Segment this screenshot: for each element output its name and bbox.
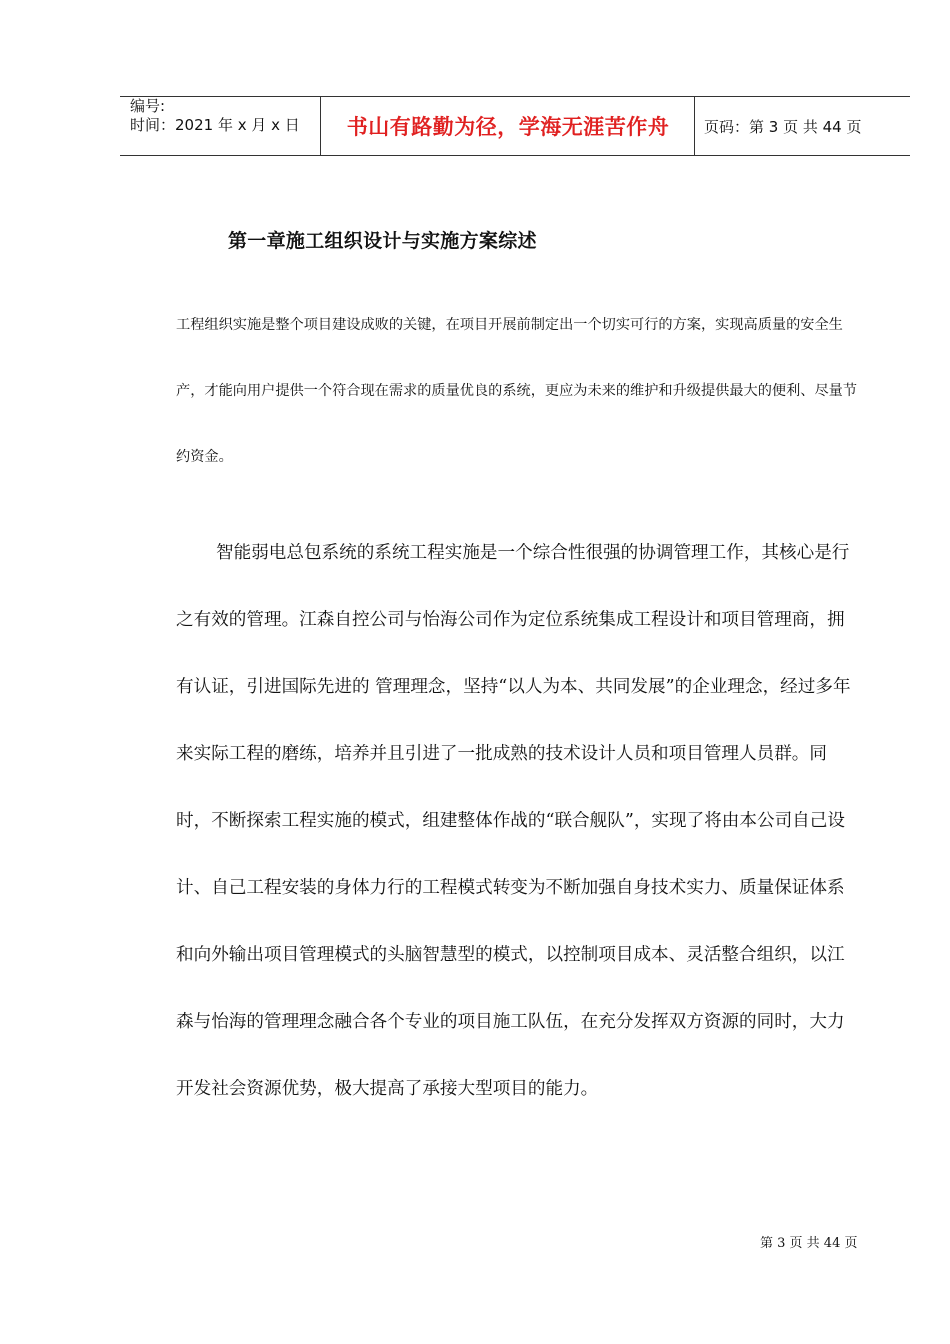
- intro-paragraph: 工程组织实施是整个项目建设成败的关键，在项目开展前制定出一个切实可行的方案，实现高质量的安全生产，才能向用户提供一个符合现在需求的质量优良的系统，更应为未来的维护和升级提供最大的便利、尽量节约资金。: [176, 317, 858, 465]
- document-time-label: 时间：2021 年 x 月 x 日: [130, 116, 300, 134]
- body-paragraph: 智能弱电总包系统的系统工程实施是一个综合性很强的协调管理工作，其核心是行之有效的管理。江森自控公司与怡海公司作为定位系统集成工程设计和项目管理商，拥有认证，引进国际先进的 管理理念，坚持“以人为本、共同发展”的企业理念，经过多年来实际工程的磨练，培养并且引进了一批成熟的技术设计人员和项目管理人员群。同时，不断探索工程实施的模式，组建整体作战的“联合舰队”，实现了将由本公司自己设计、自己工程安装的身体力行的工程模式转变为不断加强自身技术实力、质量保证体系和向外输出项目管理模式的头脑智慧型的模式，以控制项目成本、灵活整合组织，以江森与怡海的管理理念融合各个专业的项目施工队伍，在充分发挥双方资源的同时，大力开发社会资源优势，极大提高了承接大型项目的能力。: [176, 543, 851, 1099]
- document-code-label: 编号:: [130, 97, 166, 115]
- header-slogan: 书山有路勤为径，学海无涯苦作舟: [346, 115, 670, 139]
- header-divider-right: [694, 97, 695, 155]
- chapter-title: 第一章施工组织设计与实施方案综述: [228, 230, 537, 252]
- header-page-number: 页码：第 3 页 共 44 页: [704, 117, 862, 136]
- page-header: [120, 96, 910, 156]
- header-divider-left: [320, 97, 321, 155]
- header-meta: [130, 97, 320, 155]
- footer-page-number: 第 3 页 共 44 页: [760, 1236, 858, 1251]
